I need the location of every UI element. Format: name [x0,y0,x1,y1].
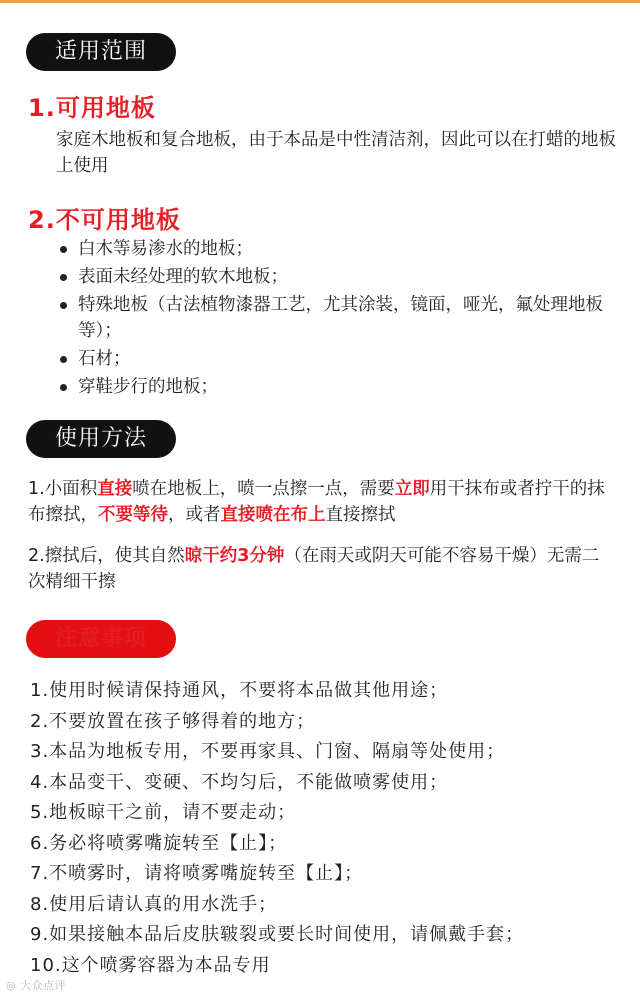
usable-floor-text: 家庭木地板和复合地板，由于本品是中性清洁剂，因此可以在打蜡的地板上使用 [56,130,616,176]
watermark-logo-icon: ◎ [6,979,17,992]
bullet-icon [60,302,67,309]
list-item: 6.务必将喷雾嘴旋转至【止】； [30,832,288,854]
unusable-floor-list [58,236,618,402]
list-item: 9.如果接触本品后皮肤皲裂或要长时间使用，请佩戴手套； [30,924,525,945]
usage-step-2: 2.擦拭后，使其自然晾干约3分钟（在雨天或阴天可能不容易干燥）无需二次精细干擦 [28,546,600,592]
bullet-icon [60,384,67,391]
list-item: 3.本品为地板专用，不要再家具、门窗、隔扇等处使用； [30,741,506,762]
list-item: 10.这个喷雾容器为本品专用 [30,954,271,976]
notes-list [30,676,620,981]
section-title-usage: 使用方法 [26,420,176,458]
list-item: 1.使用时候请保持通风，不要将本品做其他用途； [30,680,449,701]
list-item: 石材； [58,346,618,372]
usable-floor-heading: 1.可用地板 [28,94,156,122]
list-item: 表面未经处理的软木地板； [58,264,618,290]
section-title-scope: 适用范围 [26,33,176,71]
bullet-icon [60,356,67,363]
list-item: 2.不要放置在孩子够得着的地方； [30,710,316,732]
usage-step-1: 1.小面积直接喷在地板上，喷一点擦一点，需要立即用干抹布或者拧干的抹布擦拭，不要等待，或者直接喷在布上直接擦拭 [28,479,605,525]
top-border [0,0,640,3]
bullet-icon [60,274,67,281]
list-item: 特殊地板（古法植物漆器工艺，尤其涂装，镜面，哑光，氟处理地板等）； [58,292,618,344]
list-item: 7.不喷雾时，请将喷雾嘴旋转至【止】； [30,863,364,884]
section-title-notes: 注意事项 [26,620,176,658]
unusable-floor-heading: 2.不可用地板 [28,206,181,234]
bullet-icon [60,246,67,253]
list-item: 8.使用后请认真的用水洗手； [30,893,278,915]
list-item: 4.本品变干、变硬、不均匀后，不能做喷雾使用； [30,771,449,793]
list-item: 5.地板晾干之前，请不要走动； [30,802,297,823]
list-item: 穿鞋步行的地板； [58,374,618,400]
list-item: 白木等易渗水的地板； [58,236,618,262]
watermark: ◎ 大众点评 [6,979,67,992]
